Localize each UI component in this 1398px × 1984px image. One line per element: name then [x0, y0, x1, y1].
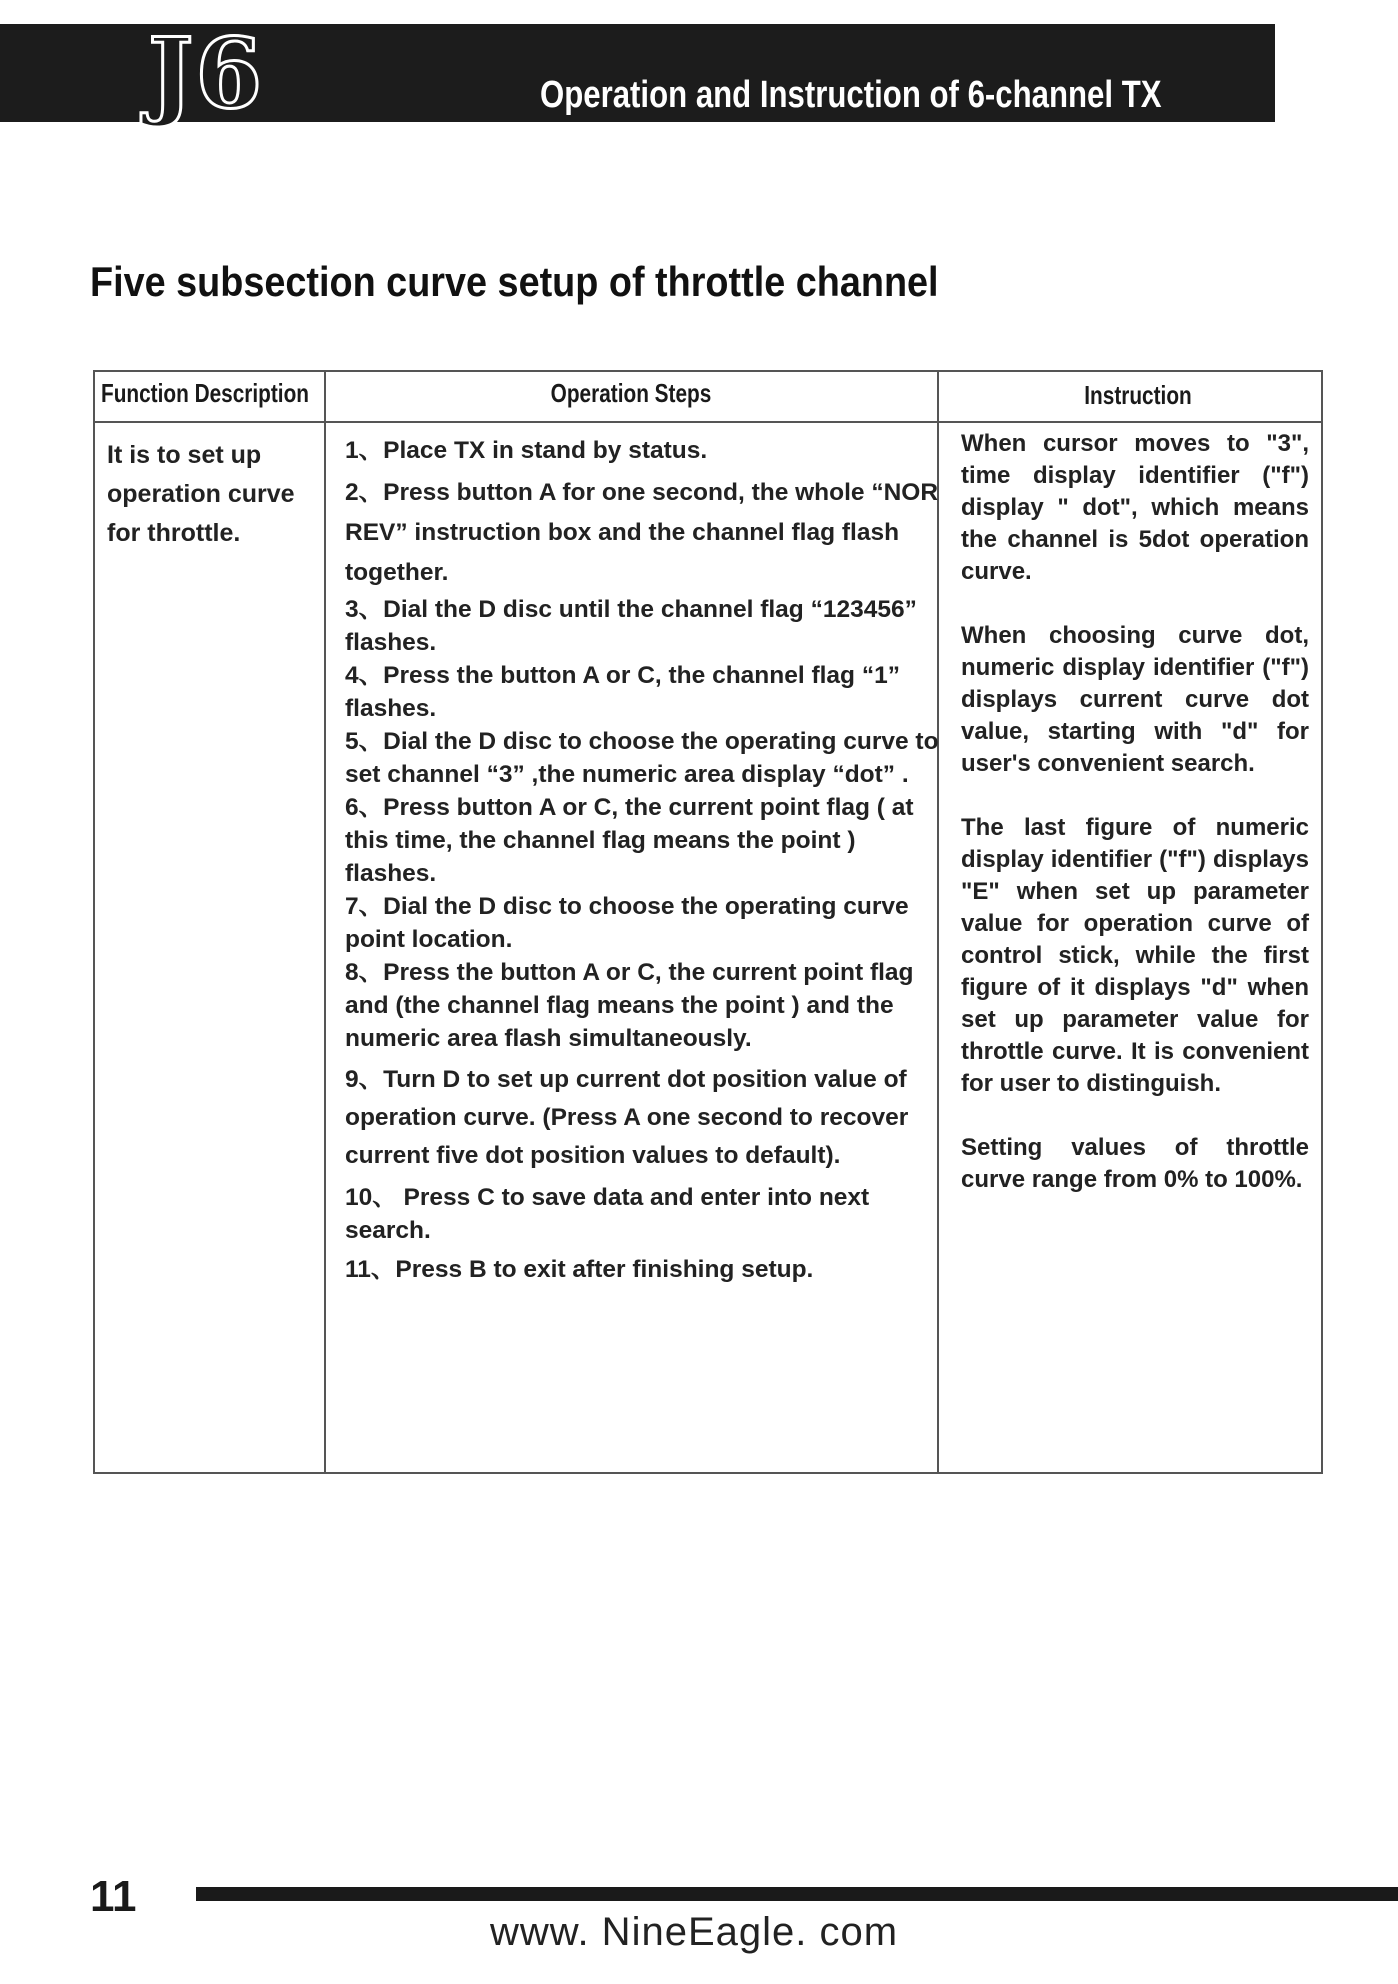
operation-steps	[345, 434, 951, 1286]
function-description: It is to set up operation curve for throttle.	[107, 441, 295, 547]
column-header-function: Function Description	[101, 378, 309, 408]
footer-url: www. NineEagle. com	[490, 1910, 899, 1954]
step-item: 10、 Press C to save data and enter into next search.	[345, 1184, 870, 1244]
step-item: 1、Place TX in stand by status.	[345, 437, 708, 464]
header-divider	[95, 421, 1321, 423]
instruction-table	[93, 370, 1323, 1474]
step-item: 5、Dial the D disc to choose the operating curve to set channel “3” ,the numeric area display “dot” .	[345, 728, 939, 788]
footer-rule	[196, 1887, 1398, 1901]
column-header-instruction: Instruction	[1084, 380, 1192, 410]
section-title: Five subsection curve setup of throttle channel	[90, 258, 939, 305]
step-item: 11、Press B to exit after finishing setup.	[345, 1256, 814, 1283]
j6-logo: J6	[148, 17, 265, 130]
step-item: 9、Turn D to set up current dot position value of operation curve. (Press A one second to recover current five dot position values to default).	[345, 1066, 909, 1169]
step-item: 6、Press button A or C, the current point flag ( at this time, the channel flag means the point ) flashes.	[345, 794, 914, 887]
instruction-paragraph: When choosing curve dot, numeric display identifier ("f") displays current curve dot value, starting with "d" for user's convenient search.	[961, 622, 1309, 777]
instruction-column	[961, 428, 1309, 1228]
step-item: 4、Press the button A or C, the channel flag “1” flashes.	[345, 662, 900, 722]
instruction-paragraph: When cursor moves to "3", time display identifier ("f") display " dot", which means the channel is 5dot operation curve.	[961, 430, 1309, 585]
column-header-steps: Operation Steps	[550, 378, 712, 408]
page-number: 11	[90, 1872, 137, 1921]
instruction-paragraph: The last figure of numeric display identifier ("f") displays "E" when set up parameter value for operation curve of control stick, while the first figure of it displays "d" when set up parameter value for throttle curve. It is convenient for user to distinguish.	[961, 814, 1309, 1097]
column-divider	[324, 372, 326, 1472]
step-item: 8、Press the button A or C, the current point flag and (the channel flag means the point ) and the numeric area flash simultaneously.	[345, 959, 914, 1052]
step-item: 7、Dial the D disc to choose the operating curve point location.	[345, 893, 909, 953]
step-item: 2、Press button A for one second, the whole “NOR REV” instruction box and the channel flag flash together.	[345, 479, 939, 586]
instruction-paragraph: Setting values of throttle curve range from 0% to 100%.	[961, 1134, 1309, 1193]
step-item: 3、Dial the D disc until the channel flag “123456” flashes.	[345, 596, 917, 656]
header-bar	[0, 17, 1275, 130]
header-title: Operation and Instruction of 6-channel TX	[540, 74, 1162, 116]
